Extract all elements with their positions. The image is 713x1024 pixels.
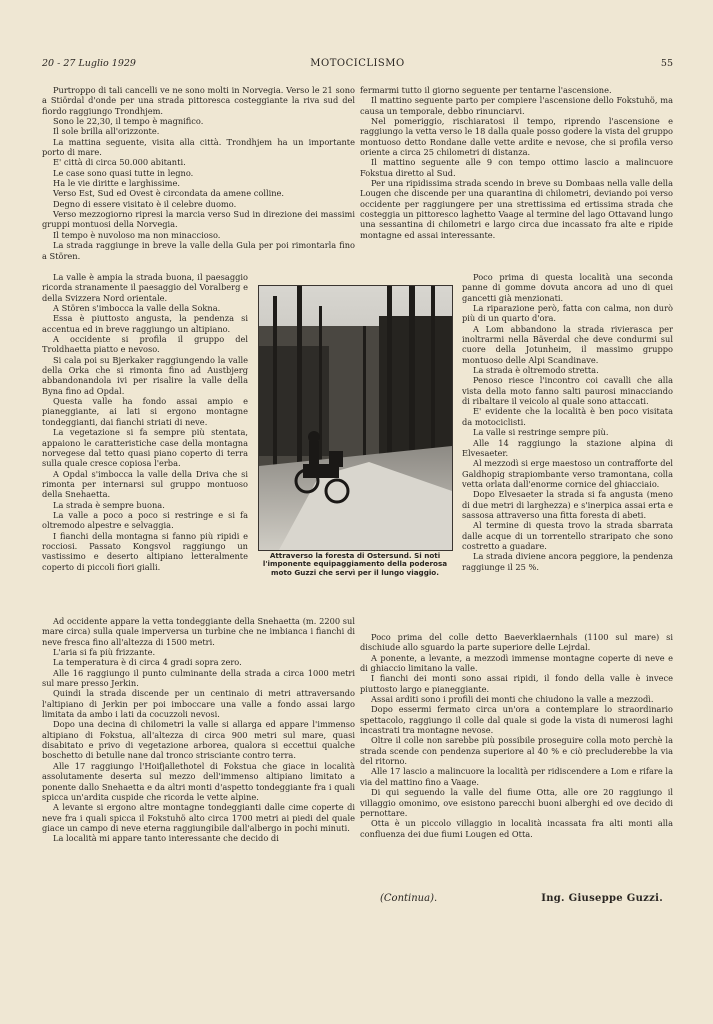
paragraph: fermarmi tutto il giorno seguente per tentarne l'ascensione. (360, 85, 612, 95)
paragraph: La riparazione però, fatta con calma, non durò più di un quarto d'ora. (462, 303, 673, 324)
paragraph: Le case sono quasi tutte in legno. (53, 167, 194, 178)
paragraph: Alle 17 raggiungo l'Hoifjallethotel di Fokstua che giace in località assolutamente deserta sul mezzo dell'immenso altipiano limitato a ponente dallo Snehaetta e da altri monti d'aspetto tondeggiante fra i quali spicca un'ardita cuspide che ricorda le vette alpine. (42, 760, 355, 802)
paragraph: A occidente si profila il gruppo del Troldhaetta piatto e nevoso. (42, 334, 248, 355)
paragraph: Otta è un piccolo villaggio in località incassata fra alti monti alla confluenza dei due fiumi Lougen ed Otta. (360, 818, 673, 839)
article-signature (360, 893, 673, 909)
page-number: 55 (660, 58, 673, 69)
paragraph: Il mattino seguente alle 9 con tempo ottimo lascio a malincuore Fokstua diretto al Sud. (360, 157, 673, 178)
paragraph: La vegetazione si fa sempre più stentata, appaiono le caratteristiche case della montagna norvegese dal tetto quasi piano coperto di terra sulla quale cresce copiosa l'erba. (42, 427, 248, 469)
paragraph: Nel pomeriggio, rischiaratosi il tempo, riprendo l'ascensione e raggiungo la vetta verso le 18 dalla quale posso godere la vista del gruppo montuoso detto Rondane dalle vette ardite e nevose, che si profila verso oriente a circa 25 chilometri di distanza. (360, 116, 673, 158)
paragraph: Di qui seguendo la valle del fiume Otta, alle ore 20 raggiungo il villaggio omonimo, ove esistono parecchi buoni alberghi ed ove decido di pernottare. (360, 787, 673, 818)
paragraph: La temperatura è di circa 4 gradi sopra zero. (53, 657, 242, 668)
photo-caption: Attraverso la foresta di Ostersund. Si noti l'imponente equipaggiamento della poderosa moto Guzzi che servì per il lungo viaggio. (262, 551, 448, 577)
paragraph: Dopo una decina di chilometri la valle si allarga ed appare l'immenso altipiano di Fokstua, all'altezza di circa 900 metri sul mare, quasi disabitato e privo di vegetazione arborea, qualora si eccettui qualche boschetto di betulle nane dal tronco strisciante contro terra. (42, 719, 355, 761)
paragraph: A ponente, a levante, a mezzodì immense montagne coperte di neve e di ghiaccio limitano la valle. (360, 652, 673, 674)
paragraph: Essa è piuttosto angusta, la pendenza si accentua ed in breve raggiungo un altipiano. (42, 313, 248, 334)
column-right-beside-photo (462, 272, 673, 572)
paragraph: E' città di circa 50.000 abitanti. (53, 157, 186, 168)
forest-motorcycle-photo (258, 285, 453, 551)
paragraph: Al mezzodì si erge maestoso un contrafforte del Galdhopig strapiombante verso tramontana, colla vetta orlata dall'enorme cornice del ghiacciaio. (462, 458, 673, 489)
paragraph: Ha le vie diritte e larghissime. (53, 178, 180, 189)
paragraph: Il tempo è nuvoloso ma non minaccioso. (53, 229, 221, 240)
author-name: Ing. Giuseppe Guzzi. (541, 893, 663, 904)
paragraph: La mattina seguente, visita alla città. Trondhjem ha un importante porto di mare. (42, 136, 355, 158)
paragraph: La strada è oltremodo stretta. (473, 365, 599, 376)
paragraph: Il mattino seguente parto per compiere l'ascensione dello Fokstuhö, ma causa un temporale, debbo rinunciarvi. (360, 95, 673, 116)
column-right-top (360, 85, 673, 240)
magazine-title: MOTOCICLISMO (310, 58, 405, 69)
paragraph: Quindi la strada discende per un centinaio di metri attraversando l'altipiano di Jerkin per poi imboccare una valle a fondo assai largo limitata da ambo i lati da cocuzzoli nevosi. (42, 688, 355, 720)
paragraph: Il sole brilla all'orizzonte. (53, 126, 160, 137)
column-left-top (42, 85, 355, 261)
paragraph: Purtroppo di tali cancelli ve ne sono molti in Norvegia. Verso le 21 sono a Stiördal d'onde per una strada pittoresca costeggiante la riva sud del fiordo raggiungo Trondhjem. (42, 85, 355, 116)
paragraph: E' evidente che la località è ben poco visitata da motociclisti. (462, 406, 673, 427)
paragraph: Alle 17 lascio a malincuore la località per ridiscendere a Lom e rifare la via del mattino fino a Vaage. (360, 766, 673, 787)
paragraph: Verso mezzogiorno ripresi la marcia verso Sud in direzione dei massimi gruppi montuosi della Norvegia. (42, 209, 355, 230)
paragraph: La valle a poco a poco si restringe e si fa oltremodo alpestre e selvaggia. (42, 509, 248, 531)
paragraph: A Lom abbandono la strada rivierasca per inoltrarmi nella Bäverdal che deve condurmi sul cuore della Jotunheim, il massimo gruppo montuoso delle Alpi Scandinave. (462, 323, 673, 365)
paragraph: A Stören s'imbocca la valle della Sokna. (53, 303, 221, 314)
paragraph: I fianchi dei monti sono assai ripidi, il fondo della valle è invece piuttosto largo e pianeggiante. (360, 673, 673, 694)
paragraph: Ad occidente appare la vetta tondeggiante della Snehaetta (m. 2200 sul mare circa) sulla quale imperversa un turbine che ne imbianca i fianchi di neve fresca fino all'altezza di 1500 metri. (42, 616, 355, 647)
paragraph: Questa valle ha fondo assai ampio e pianeggiante, ai lati si ergono montagne tondeggianti, dai fianchi striati di neve. (42, 396, 248, 427)
paragraph: Oltre il colle non sarebbe più possibile proseguire colla moto perchè la strada scende con pendenza superiore al 40 % e ciò precluderebbe la via del ritorno. (360, 735, 673, 767)
column-left-beside-photo (42, 272, 248, 572)
paragraph: Dopo Elvesaeter la strada si fa angusta (meno di due metri di larghezza) e s'inerpica assai erta e sassosa attraverso una fitta foresta di abeti. (462, 489, 673, 520)
paragraph: Poco prima del colle detto Baeverklaernhals (1100 sul mare) si dischiude allo sguardo la parte superiore delle Lejrdal. (360, 632, 673, 653)
paragraph: L'aria si fa più frizzante. (53, 647, 156, 658)
column-left-bottom (42, 616, 355, 844)
paragraph: Per una ripidissima strada scendo in breve su Dombaas nella valle della Lougen che discende per una quarantina di chilometri, deviando poi verso occidente per raggiungere per una strettissima ed ertissima strada che costeggia un pittoresco laghetto Vaage al termine del lago Ottavand lungo una sessantina di chilometri e largo circa due incassato fra alte e ripide montagne ed assai interessante. (360, 178, 673, 240)
paragraph: La valle si restringe sempre più. (473, 427, 609, 438)
paragraph: Poco prima di questa località una seconda panne di gomme dovuta ancora ad uno di quei gancetti già menzionati. (462, 272, 673, 303)
paragraph: La località mi appare tanto interessante che decido di (53, 833, 279, 844)
paragraph: Al termine di questa trovo la strada sbarrata dalle acque di un torrentello straripato che sono costretto a guadare. (462, 520, 673, 551)
paragraph: Si cala poi su Bjerkaker raggiungendo la valle della Orka che si rimonta fino ad Austbjerg abbandonandola ivi per risalire la valle della Byna fino ad Opdal. (42, 354, 248, 396)
paragraph: La strada diviene ancora peggiore, la pendenza raggiunge il 25 %. (462, 551, 673, 572)
paragraph: I fianchi della montagna si fanno più ripidi e rocciosi. Passato Kongsvol raggiungo un vastissimo e deserto altipiano letteralmente coperto di piccoli fiori gialli. (42, 530, 248, 572)
paragraph: Verso Est, Sud ed Ovest è circondata da amene colline. (53, 188, 285, 199)
paragraph: Sono le 22,30, il tempo è magnifico. (53, 116, 204, 127)
paragraph: Assai arditi sono i profili dei monti che chiudono la valle a mezzodì. (371, 694, 654, 705)
issue-date: 20 - 27 Luglio 1929 (42, 58, 136, 69)
paragraph: Dopo essermi fermato circa un'ora a contemplare lo straordinario spettacolo, raggiungo il colle dal quale si gode la vista di numerosi laghi incastrati tra montagne nevose. (360, 704, 673, 736)
paragraph: La strada è sempre buona. (53, 499, 165, 510)
paragraph: Alle 16 raggiungo il punto culminante della strada a circa 1000 metri sul mare presso Jerkin. (42, 667, 355, 689)
paragraph: Alle 14 raggiungo la stazione alpina di Elvesaeter. (462, 437, 673, 458)
column-right-bottom (360, 632, 673, 839)
paragraph: A Opdal s'imbocca la valle della Driva che si rimonta per internarsi sul gruppo montuoso della Snehaetta. (42, 468, 248, 500)
paragraph: La strada raggiunge in breve la valle della Gula per poi rimontarla fino a Stören. (42, 240, 355, 261)
paragraph: Degno di essere visitato è il celebre duomo. (53, 198, 237, 209)
paragraph: A levante si ergono altre montagne tondeggianti dalle cime coperte di neve fra i quali spicca il Fokstuhö alto circa 1700 metri ai piedi del quale giace un campo di neve eterna raggiungibile dall'albergo in pochi minuti. (42, 802, 355, 833)
paragraph: La valle è ampia la strada buona, il paesaggio ricorda stranamente il paesaggio del Voralberg e della Svizzera Nord orientale. (42, 272, 248, 303)
page-header (42, 58, 673, 74)
continued-note: (Continua). (380, 893, 438, 904)
paragraph: Penoso riesce l'incontro coi cavalli che alla vista della moto fanno salti paurosi minacciando di ribaltare il veicolo al quale sono attaccati. (462, 375, 673, 407)
